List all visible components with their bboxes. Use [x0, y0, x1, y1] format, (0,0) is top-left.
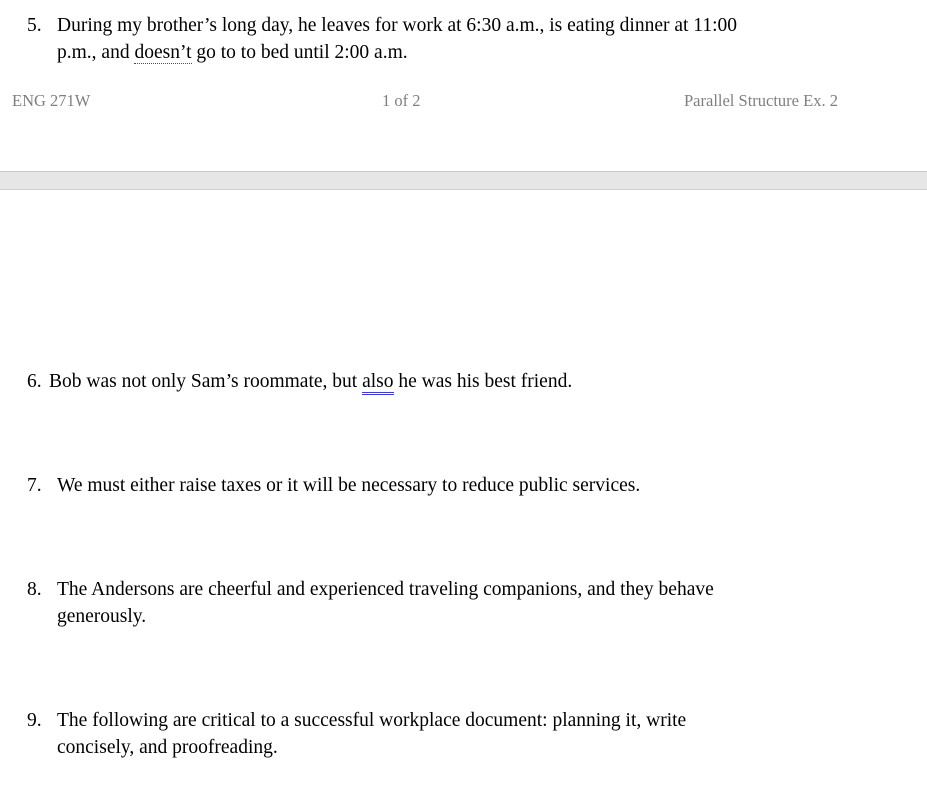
item-line-1: We must either raise taxes or it will be necessary to reduce public services. [57, 475, 641, 496]
item-line-1: Bob was not only Sam’s roommate, but also he was his best friend. [49, 368, 572, 395]
item-line-1: The Andersons are cheerful and experienced traveling companions, and they behave [57, 579, 714, 600]
exercise-item-6[interactable] [27, 368, 907, 398]
item-line-2: concisely, and proofreading. [57, 737, 278, 758]
page-break-gap [0, 171, 927, 190]
item-line-1: The following are critical to a successful workplace document: planning it, write [57, 710, 687, 731]
grammar-flag-also[interactable]: also [362, 371, 393, 395]
item-number: 8. [27, 579, 42, 600]
exercise-item-9[interactable] [27, 707, 907, 763]
item-number: 7. [27, 475, 42, 496]
footer-page-number: 1 of 2 [382, 91, 421, 110]
grammar-flag-doesnt[interactable]: doesn’t [134, 42, 192, 63]
footer-right: Parallel Structure Ex. 2 [684, 91, 838, 110]
item-line-2: p.m., and doesn’t go to to bed until 2:00 a.m. [57, 42, 408, 63]
footer-left: ENG 271W [12, 91, 91, 110]
item-number: 6. [27, 371, 42, 392]
exercise-item-5[interactable] [27, 12, 907, 68]
item-line-1: During my brother’s long day, he leaves for work at 6:30 a.m., is eating dinner at 11:00 [57, 15, 737, 36]
item-line-2: generously. [57, 606, 147, 627]
item-number: 9. [27, 710, 42, 731]
exercise-item-7[interactable] [27, 472, 907, 502]
item-number: 5. [27, 15, 42, 36]
exercise-item-8[interactable] [27, 576, 907, 632]
